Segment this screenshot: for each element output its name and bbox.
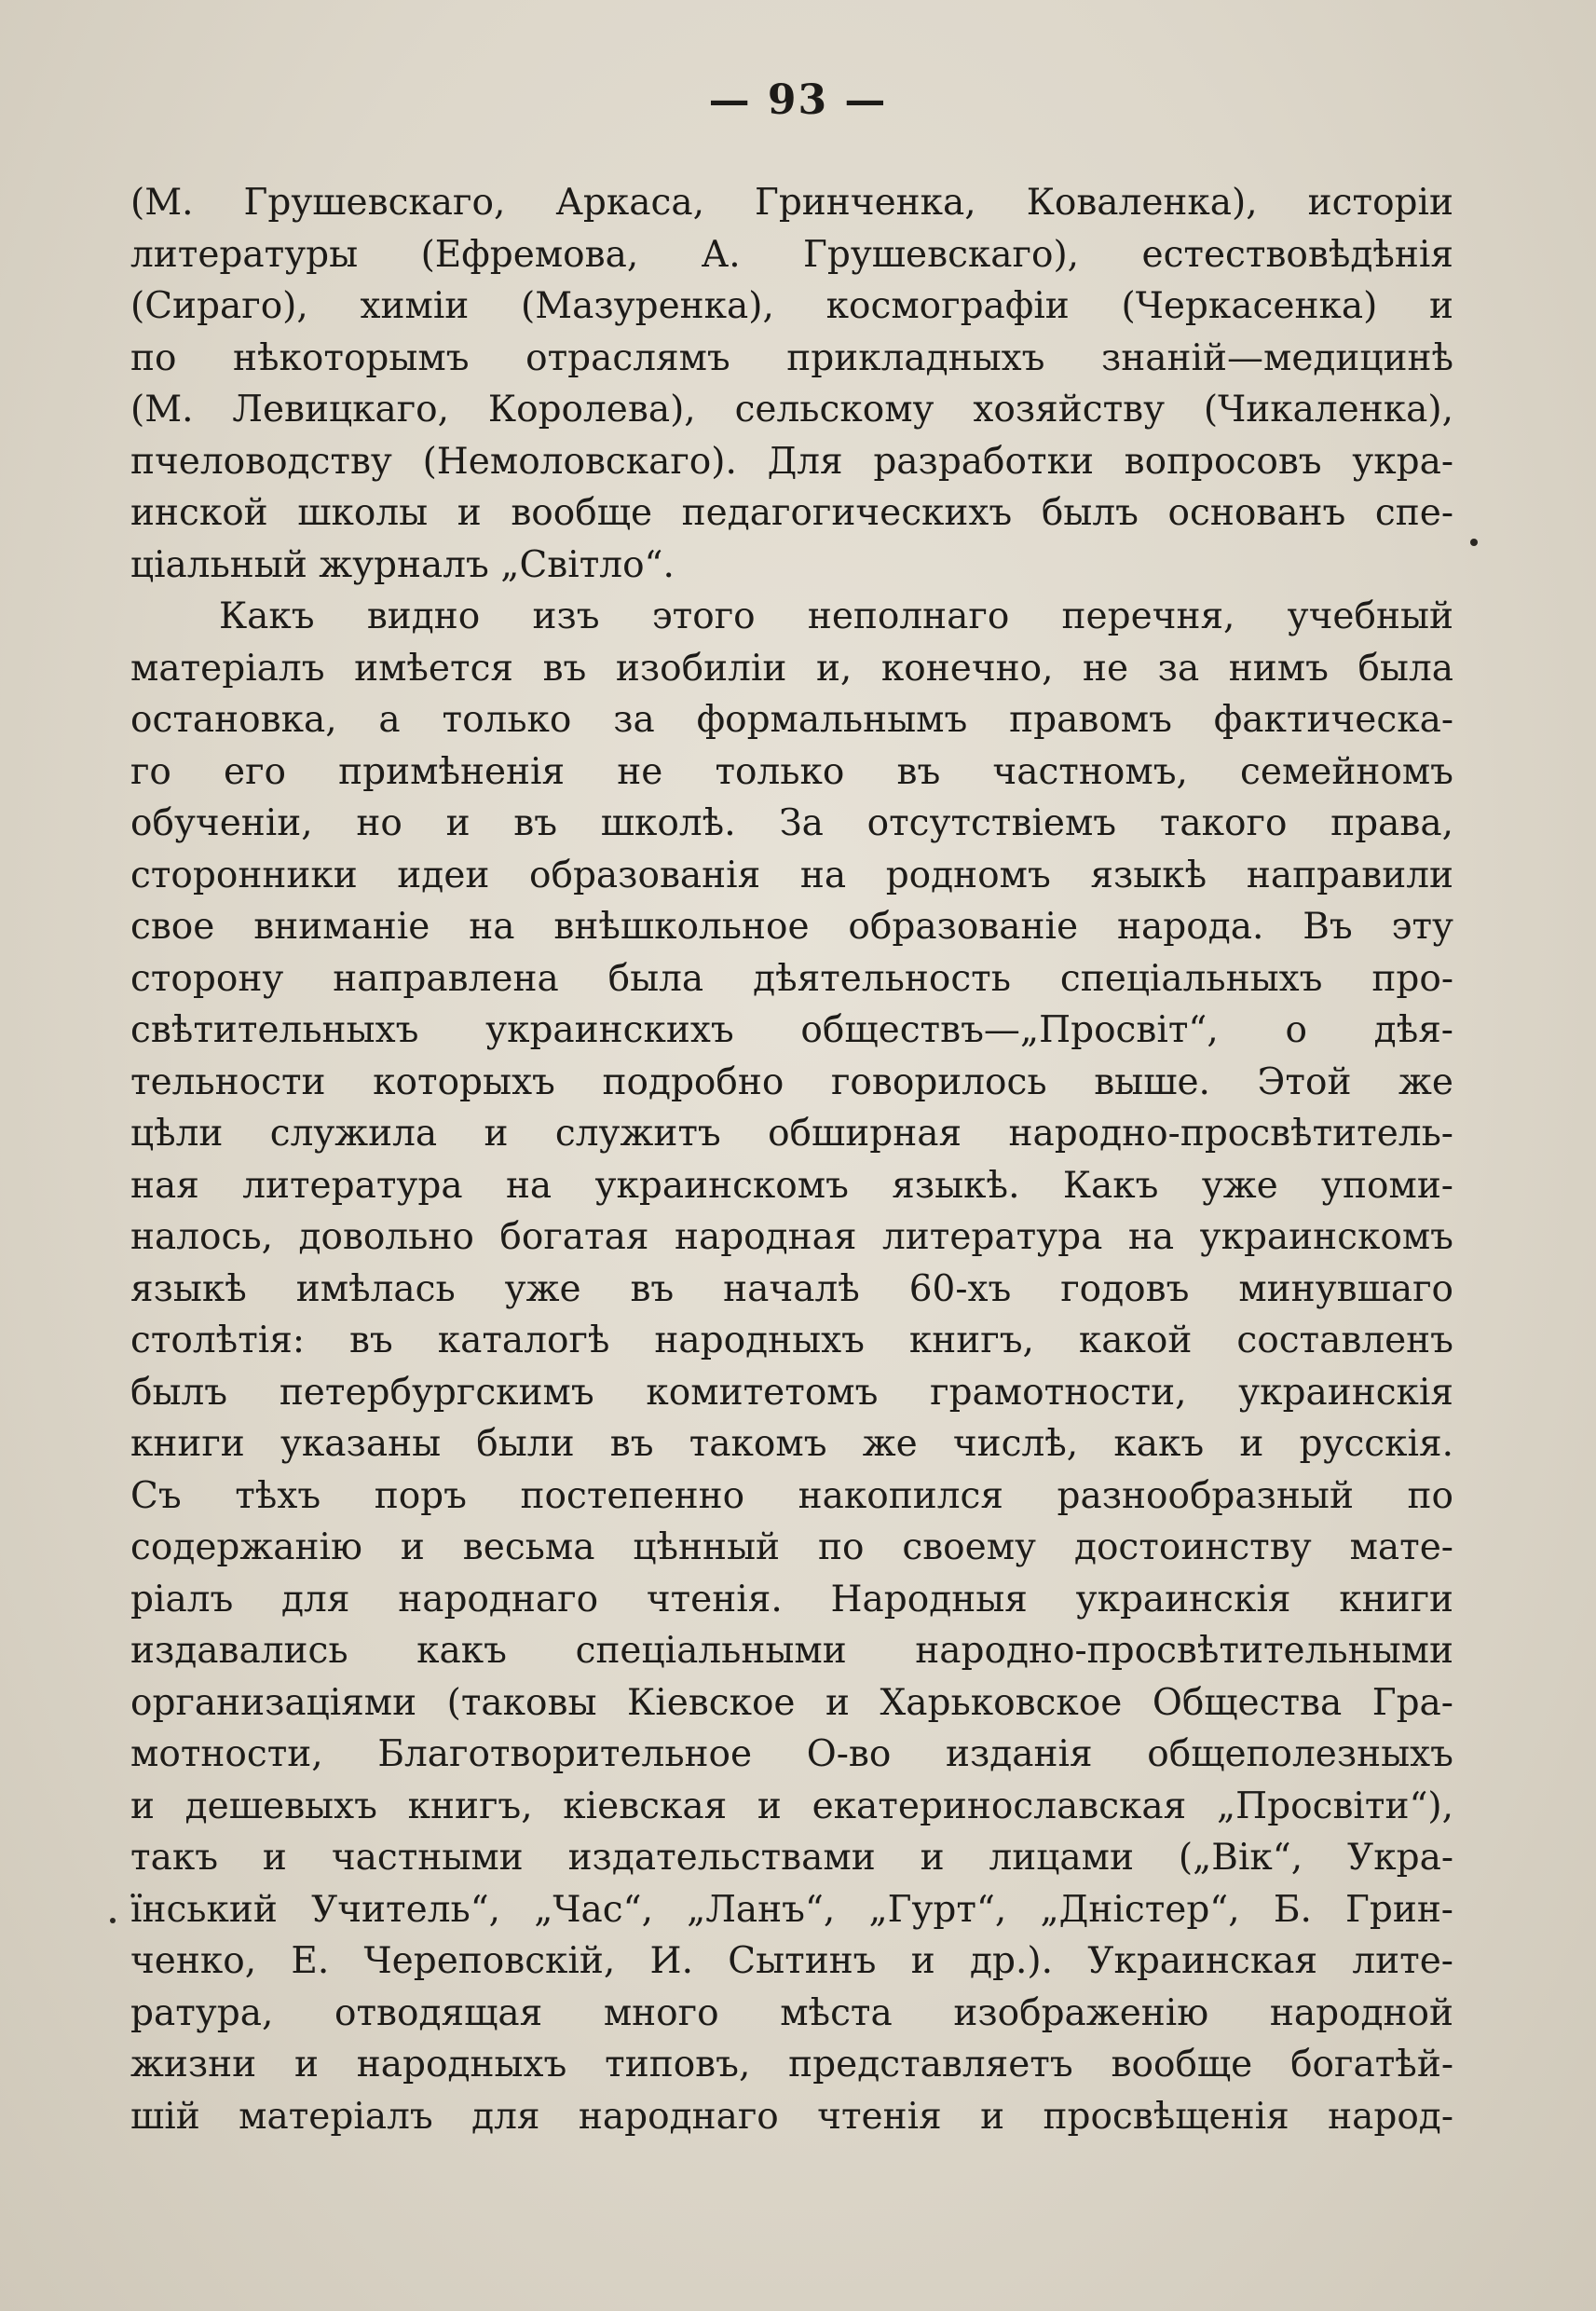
text-line: налось, довольно богатая народная литература на украинскомъ xyxy=(130,1216,1453,1258)
text-line: такъ и частными издательствами и лицами („Вік“, Укра- xyxy=(130,1837,1453,1879)
text-line: матеріалъ имѣется въ изобиліи и, конечно, не за нимъ была xyxy=(130,647,1453,690)
text-line: остановка, а только за формальнымъ правомъ фактическа- xyxy=(130,699,1453,741)
text-line: го его примѣненія не только въ частномъ, семейномъ xyxy=(130,750,1453,793)
text-line: свѣтительныхъ украинскихъ обществъ—„Просвіт“, о дѣя- xyxy=(130,1009,1453,1051)
text-line: пчеловодству (Немоловскаго). Для разработки вопросовъ укра- xyxy=(130,440,1453,483)
text-line: (М. Грушевскаго, Аркаса, Гринченка, Коваленка), исторіи xyxy=(130,182,1453,224)
text-line: свое вниманіе на внѣшкольное образованіе народа. Въ эту xyxy=(130,906,1453,948)
text-line: и дешевыхъ книгъ, кіевская и екатеринославская „Просвіти“), xyxy=(130,1785,1453,1827)
text-line: їнський Учитель“, „Час“, „Ланъ“, „Гурт“, „Дністер“, Б. Грин- xyxy=(130,1888,1453,1931)
text-line: содержанію и весьма цѣнный по своему достоинству мате- xyxy=(130,1526,1453,1568)
text-line: мотности, Благотворительное О-во изданія общеполезныхъ xyxy=(130,1733,1453,1775)
text-line: тельности которыхъ подробно говорилось выше. Этой же xyxy=(130,1060,1453,1103)
text-line: (М. Левицкаго, Королева), сельскому хозяйству (Чикаленка), xyxy=(130,389,1453,431)
text-line: ріалъ для народнаго чтенія. Народныя украинскія книги xyxy=(130,1578,1453,1620)
text-line: языкѣ имѣлась уже въ началѣ 60-хъ годовъ минувшаго xyxy=(130,1267,1453,1310)
ink-speck xyxy=(1470,539,1478,546)
text-line: сторону направлена была дѣятельность спеціальныхъ про- xyxy=(130,957,1453,1000)
text-line: издавались какъ спеціальными народно-просвѣтительными xyxy=(130,1630,1453,1672)
body-text xyxy=(130,177,1453,2142)
text-line: ратура, отводящая много мѣста изображенію народной xyxy=(130,1991,1453,2034)
text-line: цѣли служила и служитъ обширная народно-просвѣтитель- xyxy=(130,1113,1453,1155)
text-line: организаціями (таковы Кіевское и Харьковское Общества Гра- xyxy=(130,1681,1453,1724)
text-line: ная литература на украинскомъ языкѣ. Какъ уже упоми- xyxy=(130,1164,1453,1207)
ink-speck xyxy=(110,1918,116,1923)
text-line: (Сираго), химіи (Мазуренка), космографіи (Черкасенка) и xyxy=(130,285,1453,327)
text-line: литературы (Ефремова, А. Грушевскаго), естествовѣдѣнія xyxy=(130,233,1453,276)
text-line: жизни и народныхъ типовъ, представляетъ вообще богатѣй- xyxy=(130,2044,1453,2085)
paragraph-start-line: Какъ видно изъ этого неполнаго перечня, учебный xyxy=(219,595,1453,637)
text-line: былъ петербургскимъ комитетомъ грамотности, украинскія xyxy=(130,1371,1453,1414)
page-number: — 93 — xyxy=(708,76,888,124)
text-line: инской школы и вообще педагогическихъ былъ основанъ спе- xyxy=(130,492,1453,534)
text-line: книги указаны были въ такомъ же числѣ, какъ и русскія. xyxy=(130,1423,1453,1465)
text-line: шій матеріалъ для народнаго чтенія и просвѣщенія народ- xyxy=(130,2095,1453,2138)
text-line: по нѣкоторымъ отраслямъ прикладныхъ знаній—медицинѣ xyxy=(130,336,1453,379)
text-line: столѣтія: въ каталогѣ народныхъ книгъ, какой составленъ xyxy=(130,1320,1453,1361)
text-line: Съ тѣхъ поръ постепенно накопился разнообразный по xyxy=(130,1474,1453,1517)
text-line: обученіи, но и въ школѣ. За отсутствіемъ такого права, xyxy=(130,802,1453,844)
text-line: ченко, Е. Череповскій, И. Сытинъ и др.). Украинская лите- xyxy=(130,1940,1453,1982)
text-line: ціальный журналъ „Світло“. xyxy=(130,543,675,586)
text-line: сторонники идеи образованія на родномъ языкѣ направили xyxy=(130,854,1453,896)
